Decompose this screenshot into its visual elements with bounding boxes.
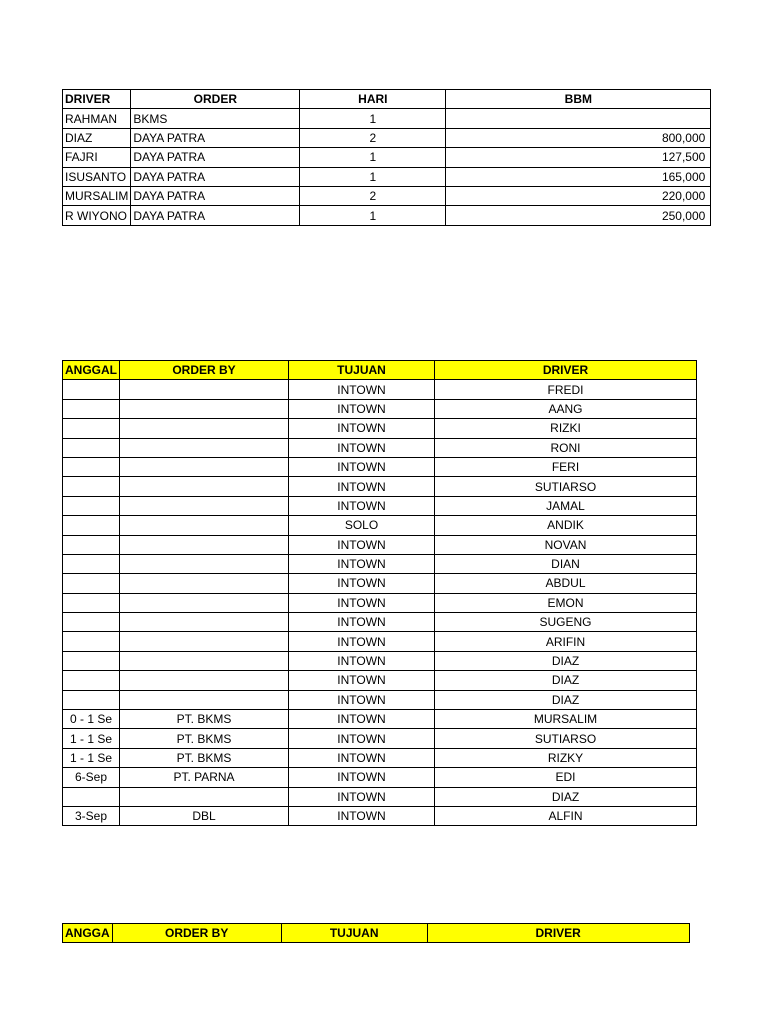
cell-tujuan[interactable]: INTOWN <box>289 671 435 690</box>
cell-driver[interactable]: FERI <box>435 457 697 476</box>
cell-tanggal[interactable] <box>63 516 120 535</box>
header-hari[interactable]: HARI <box>300 90 446 109</box>
cell-order-by[interactable] <box>120 477 289 496</box>
table-header-row <box>63 924 690 943</box>
cell-hari[interactable]: 1 <box>300 167 446 186</box>
cell-tanggal[interactable] <box>63 496 120 515</box>
table-row <box>63 128 711 147</box>
header-tujuan[interactable]: TUJUAN <box>289 361 435 380</box>
cell-driver[interactable]: ANDIK <box>435 516 697 535</box>
cell-driver[interactable]: MURSALIM <box>435 710 697 729</box>
cell-order-by[interactable]: DBL <box>120 806 289 825</box>
cell-driver[interactable]: ISUSANTO <box>63 167 131 186</box>
cell-tujuan[interactable]: INTOWN <box>289 651 435 670</box>
cell-driver[interactable]: SUGENG <box>435 613 697 632</box>
header-tujuan[interactable]: TUJUAN <box>281 924 427 943</box>
cell-order-by[interactable] <box>120 671 289 690</box>
cell-bbm[interactable]: 127,500 <box>446 148 711 167</box>
table-row <box>63 477 697 496</box>
header-bbm[interactable]: BBM <box>446 90 711 109</box>
cell-driver[interactable]: DIAZ <box>435 651 697 670</box>
cell-order-by[interactable]: PT. BKMS <box>120 710 289 729</box>
table-row <box>63 787 697 806</box>
cell-tujuan[interactable]: SOLO <box>289 516 435 535</box>
table-row <box>63 109 711 128</box>
cell-order-by[interactable]: PT. BKMS <box>120 729 289 748</box>
cell-hari[interactable]: 1 <box>300 148 446 167</box>
table-row <box>63 613 697 632</box>
cell-order[interactable]: DAYA PATRA <box>131 148 300 167</box>
cell-tanggal[interactable] <box>63 554 120 573</box>
cell-order-by[interactable] <box>120 787 289 806</box>
cell-order[interactable]: BKMS <box>131 109 300 128</box>
table-row <box>63 438 697 457</box>
cell-tujuan[interactable]: INTOWN <box>289 554 435 573</box>
cell-driver[interactable]: DIAZ <box>63 128 131 147</box>
cell-driver[interactable]: DIAZ <box>435 671 697 690</box>
cell-driver[interactable]: NOVAN <box>435 535 697 554</box>
cell-tanggal[interactable] <box>63 419 120 438</box>
cell-tujuan[interactable]: INTOWN <box>289 806 435 825</box>
cell-driver[interactable]: SUTIARSO <box>435 729 697 748</box>
cell-tanggal[interactable] <box>63 613 120 632</box>
cell-bbm[interactable]: 220,000 <box>446 186 711 205</box>
cell-order-by[interactable] <box>120 380 289 399</box>
table-row <box>63 806 697 825</box>
table-row <box>63 632 697 651</box>
cell-tujuan[interactable]: INTOWN <box>289 748 435 767</box>
table-row <box>63 710 697 729</box>
header-order[interactable]: ORDER <box>131 90 300 109</box>
table-row <box>63 554 697 573</box>
cell-tujuan[interactable]: INTOWN <box>289 380 435 399</box>
cell-order[interactable]: DAYA PATRA <box>131 206 300 225</box>
cell-driver[interactable]: DIAZ <box>435 690 697 709</box>
table-row <box>63 399 697 418</box>
cell-tanggal[interactable] <box>63 651 120 670</box>
cell-order[interactable]: DAYA PATRA <box>131 128 300 147</box>
table-row <box>63 651 697 670</box>
header-driver[interactable]: DRIVER <box>427 924 689 943</box>
cell-driver[interactable]: SUTIARSO <box>435 477 697 496</box>
cell-driver[interactable]: MURSALIM <box>63 186 131 205</box>
cell-bbm[interactable] <box>446 109 711 128</box>
cell-tujuan[interactable]: INTOWN <box>289 477 435 496</box>
cell-order-by[interactable] <box>120 516 289 535</box>
cell-tanggal[interactable] <box>63 787 120 806</box>
cell-driver[interactable]: DIAN <box>435 554 697 573</box>
table-row <box>63 671 697 690</box>
cell-order[interactable]: DAYA PATRA <box>131 167 300 186</box>
cell-order-by[interactable] <box>120 438 289 457</box>
cell-order-by[interactable] <box>120 632 289 651</box>
driver-fuel-table <box>62 89 711 226</box>
cell-tanggal[interactable]: 0 - 1 Se <box>63 710 120 729</box>
cell-tujuan[interactable]: INTOWN <box>289 535 435 554</box>
cell-order-by[interactable] <box>120 574 289 593</box>
table-header-row <box>63 361 697 380</box>
header-driver[interactable]: DRIVER <box>435 361 697 380</box>
cell-tujuan[interactable]: INTOWN <box>289 787 435 806</box>
cell-driver[interactable]: RIZKI <box>435 419 697 438</box>
trip-assignment-table-2 <box>62 923 690 943</box>
cell-driver[interactable]: DIAZ <box>435 787 697 806</box>
table-row <box>63 186 711 205</box>
cell-driver[interactable]: EMON <box>435 593 697 612</box>
table-row <box>63 516 697 535</box>
cell-tujuan[interactable]: INTOWN <box>289 690 435 709</box>
cell-tanggal[interactable] <box>63 535 120 554</box>
cell-driver[interactable]: ARIFIN <box>435 632 697 651</box>
table-header-row <box>63 90 711 109</box>
cell-driver[interactable]: EDI <box>435 768 697 787</box>
cell-driver[interactable]: RONI <box>435 438 697 457</box>
table-row <box>63 535 697 554</box>
cell-tanggal[interactable] <box>63 632 120 651</box>
table-row <box>63 748 697 767</box>
cell-order-by[interactable] <box>120 651 289 670</box>
cell-order-by[interactable] <box>120 535 289 554</box>
cell-order[interactable]: DAYA PATRA <box>131 186 300 205</box>
header-tanggal[interactable]: ANGGA <box>63 924 113 943</box>
cell-driver[interactable]: AANG <box>435 399 697 418</box>
table-row <box>63 419 697 438</box>
cell-tanggal[interactable] <box>63 574 120 593</box>
table-row <box>63 380 697 399</box>
cell-tanggal[interactable]: 3-Sep <box>63 806 120 825</box>
cell-tujuan[interactable]: INTOWN <box>289 399 435 418</box>
cell-tanggal[interactable] <box>63 671 120 690</box>
cell-bbm[interactable]: 800,000 <box>446 128 711 147</box>
cell-driver[interactable]: RAHMAN <box>63 109 131 128</box>
cell-tujuan[interactable]: INTOWN <box>289 574 435 593</box>
cell-bbm[interactable]: 250,000 <box>446 206 711 225</box>
table-row <box>63 496 697 515</box>
cell-driver[interactable]: FAJRI <box>63 148 131 167</box>
cell-tujuan[interactable]: INTOWN <box>289 496 435 515</box>
cell-tanggal[interactable] <box>63 380 120 399</box>
cell-hari[interactable]: 1 <box>300 109 446 128</box>
cell-tujuan[interactable]: INTOWN <box>289 457 435 476</box>
cell-tanggal[interactable]: 1 - 1 Se <box>63 748 120 767</box>
cell-order-by[interactable]: PT. PARNA <box>120 768 289 787</box>
cell-driver[interactable]: FREDI <box>435 380 697 399</box>
cell-driver[interactable]: ALFIN <box>435 806 697 825</box>
cell-tujuan[interactable]: INTOWN <box>289 768 435 787</box>
trip-assignment-table <box>62 360 697 826</box>
cell-tujuan[interactable]: INTOWN <box>289 710 435 729</box>
cell-order-by[interactable] <box>120 593 289 612</box>
cell-tanggal[interactable] <box>63 690 120 709</box>
cell-tujuan[interactable]: INTOWN <box>289 419 435 438</box>
table-row <box>63 457 697 476</box>
header-order-by[interactable]: ORDER BY <box>112 924 281 943</box>
cell-hari[interactable]: 2 <box>300 128 446 147</box>
cell-order-by[interactable] <box>120 554 289 573</box>
cell-tujuan[interactable]: INTOWN <box>289 438 435 457</box>
cell-order-by[interactable] <box>120 457 289 476</box>
table-row <box>63 206 711 225</box>
table-row <box>63 167 711 186</box>
cell-order-by[interactable] <box>120 613 289 632</box>
cell-driver[interactable]: RIZKY <box>435 748 697 767</box>
cell-order-by[interactable] <box>120 419 289 438</box>
cell-order-by[interactable] <box>120 399 289 418</box>
table-row <box>63 729 697 748</box>
cell-driver[interactable]: ABDUL <box>435 574 697 593</box>
cell-order-by[interactable] <box>120 690 289 709</box>
cell-tanggal[interactable]: 6-Sep <box>63 768 120 787</box>
cell-tujuan[interactable]: INTOWN <box>289 613 435 632</box>
cell-order-by[interactable]: PT. BKMS <box>120 748 289 767</box>
table-row <box>63 768 697 787</box>
header-driver[interactable]: DRIVER <box>63 90 131 109</box>
cell-tanggal[interactable] <box>63 438 120 457</box>
cell-bbm[interactable]: 165,000 <box>446 167 711 186</box>
cell-tanggal[interactable] <box>63 593 120 612</box>
cell-tanggal[interactable] <box>63 457 120 476</box>
cell-hari[interactable]: 2 <box>300 186 446 205</box>
header-order-by[interactable]: ORDER BY <box>120 361 289 380</box>
table-row <box>63 690 697 709</box>
table-row <box>63 148 711 167</box>
header-tanggal[interactable]: ANGGAL <box>63 361 120 380</box>
cell-hari[interactable]: 1 <box>300 206 446 225</box>
cell-driver[interactable]: JAMAL <box>435 496 697 515</box>
cell-tanggal[interactable] <box>63 399 120 418</box>
cell-driver[interactable]: R WIYONO <box>63 206 131 225</box>
cell-tanggal[interactable] <box>63 477 120 496</box>
table-row <box>63 574 697 593</box>
cell-order-by[interactable] <box>120 496 289 515</box>
cell-tujuan[interactable]: INTOWN <box>289 729 435 748</box>
cell-tujuan[interactable]: INTOWN <box>289 593 435 612</box>
cell-tanggal[interactable]: 1 - 1 Se <box>63 729 120 748</box>
table-row <box>63 593 697 612</box>
cell-tujuan[interactable]: INTOWN <box>289 632 435 651</box>
